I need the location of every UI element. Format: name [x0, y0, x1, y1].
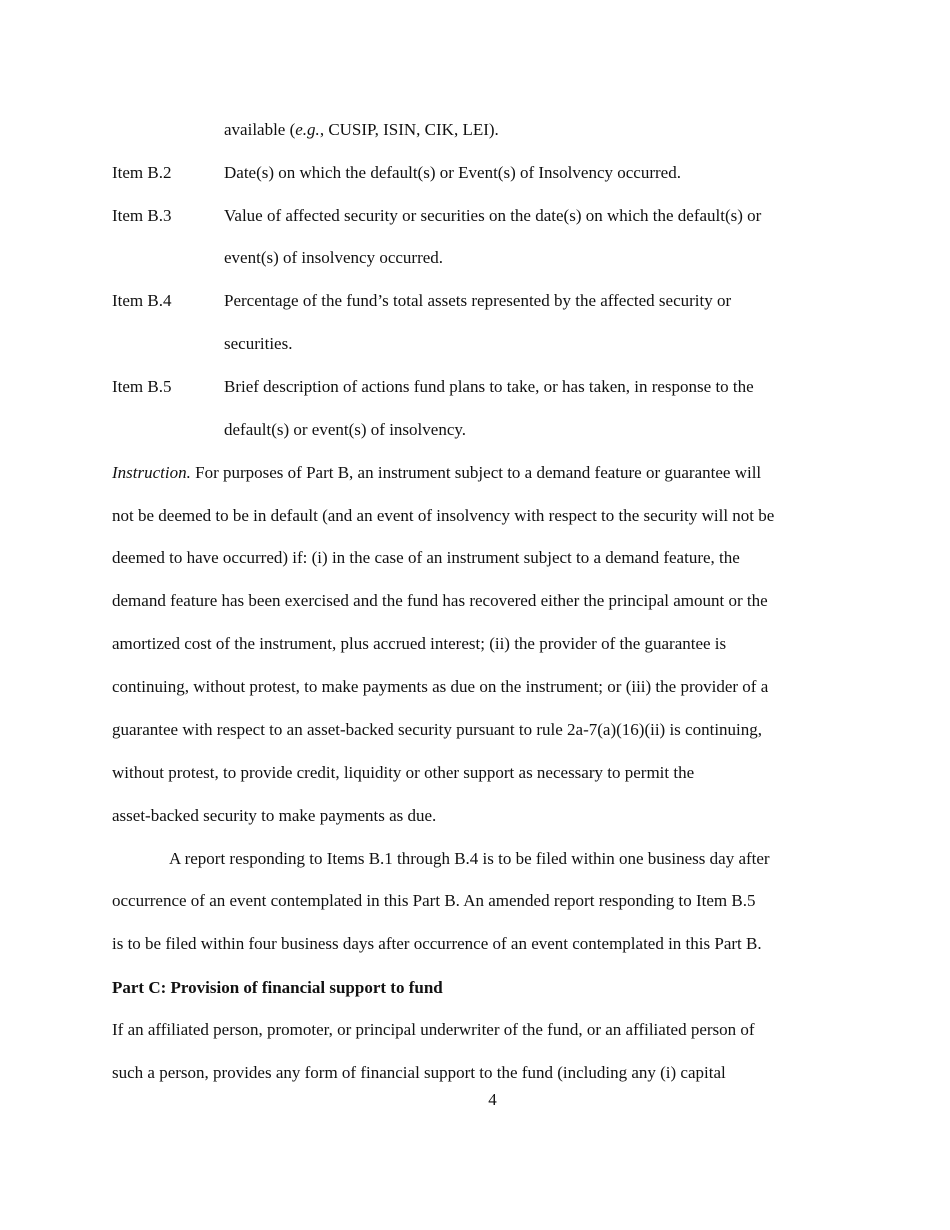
part-c-line-1: If an affiliated person, promoter, or principal underwriter of the fund, or an affiliated person of	[112, 1020, 755, 1039]
instruction-label: Instruction.	[112, 463, 191, 482]
instruction-line-5: amortized cost of the instrument, plus accrued interest; (ii) the provider of the guarantee is	[112, 634, 727, 653]
page-number: 4	[488, 1090, 497, 1109]
item-b5-text-line-1: Brief description of actions fund plans to take, or has taken, in response to the	[224, 377, 754, 396]
instruction-line-1	[112, 463, 761, 483]
item-b4-label: Item B.4	[112, 291, 172, 310]
item-b4-text-line-1: Percentage of the fund’s total assets represented by the affected security or	[224, 291, 732, 310]
item-b3-label: Item B.3	[112, 206, 172, 225]
item-b3-text-line-2: event(s) of insolvency occurred.	[224, 248, 444, 267]
part-c-heading: Part C: Provision of financial support to fund	[112, 978, 443, 997]
report-para-line-3: is to be filed within four business days after occurrence of an event contemplated in this Part B.	[112, 934, 762, 953]
item-b2-label: Item B.2	[112, 163, 172, 182]
instruction-line-7: guarantee with respect to an asset-backed security pursuant to rule 2a-7(a)(16)(ii) is continuing,	[112, 720, 763, 739]
item-b4-text-line-2: securities.	[224, 334, 293, 353]
item-b5-label: Item B.5	[112, 377, 172, 396]
report-para-line-1: A report responding to Items B.1 through B.4 is to be filed within one business day after	[169, 849, 770, 868]
part-c-line-2: such a person, provides any form of financial support to the fund (including any (i) capital	[112, 1063, 726, 1082]
item-b2-text: Date(s) on which the default(s) or Event(s) of Insolvency occurred.	[224, 163, 681, 182]
text-run: For purposes of Part B, an instrument subject to a demand feature or guarantee will	[190, 463, 762, 482]
instruction-line-8: without protest, to provide credit, liquidity or other support as necessary to permit the	[112, 763, 695, 782]
instruction-line-6: continuing, without protest, to make payments as due on the instrument; or (iii) the provider of a	[112, 677, 769, 696]
item-b1-continuation	[224, 120, 499, 140]
text-run-italic: e.g.	[295, 120, 320, 139]
text-run: available (	[224, 120, 296, 139]
text-run: , CUSIP, ISIN, CIK, LEI).	[319, 120, 499, 139]
instruction-line-4: demand feature has been exercised and the fund has recovered either the principal amount or the	[112, 591, 768, 610]
report-para-line-2: occurrence of an event contemplated in this Part B. An amended report responding to Item B.5	[112, 891, 756, 910]
item-b3-text-line-1: Value of affected security or securities on the date(s) on which the default(s) or	[224, 206, 762, 225]
item-b5-text-line-2: default(s) or event(s) of insolvency.	[224, 420, 467, 439]
instruction-line-9: asset-backed security to make payments as due.	[112, 806, 437, 825]
instruction-line-2: not be deemed to be in default (and an event of insolvency with respect to the security will not be	[112, 506, 775, 525]
instruction-line-3: deemed to have occurred) if: (i) in the case of an instrument subject to a demand feature, the	[112, 548, 740, 567]
